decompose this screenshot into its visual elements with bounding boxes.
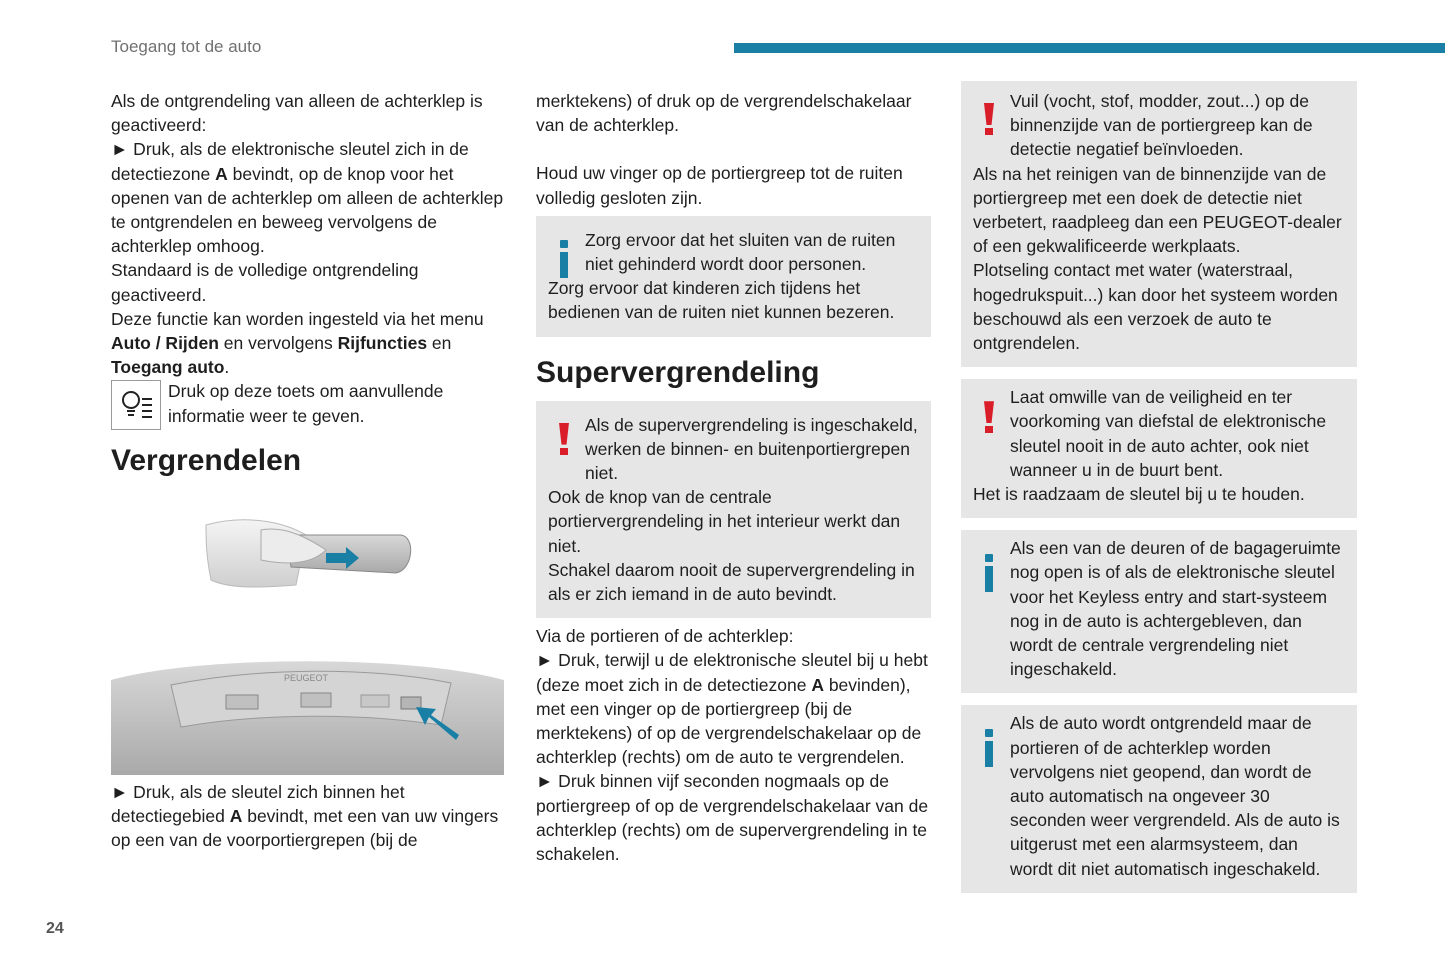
paragraph: ► Druk binnen vijf seconden nogmaals op de portiergreep of op de vergrendelschakelaar van de achterklep (rechts) om de supervergrendeling in te schakelen. <box>536 771 929 865</box>
tip-text: Druk op deze toets om aanvullende informatie weer te geven. <box>168 381 444 426</box>
column-3 <box>961 81 1357 893</box>
brand-lettering: PEUGEOT <box>283 673 329 683</box>
info-icon <box>550 230 570 270</box>
info-icon <box>975 544 995 584</box>
section-heading-supervergrendeling: Supervergrendeling <box>536 355 820 389</box>
info-icon <box>975 719 995 759</box>
column-1-bottom <box>111 780 506 853</box>
warning-icon <box>975 95 995 135</box>
warning-icon <box>975 393 995 433</box>
paragraph: Houd uw vinger op de portiergreep tot de ruiten volledig gesloten zijn. <box>536 163 903 208</box>
paragraph: ► Druk, als de sleutel zich binnen het detectiegebied A bevindt, met een van uw vingers op een van de voorportiergrepen (bij de <box>111 782 499 851</box>
column-1 <box>111 89 506 479</box>
paragraph: ► Druk, als de elektronische sleutel zich in de detectiezone A bevindt, op de knop voor het openen van de achterklep om alleen de achterklep te ontgrendelen en beweeg vervolgens de achterklep omhoog. <box>111 139 504 257</box>
column-2 <box>536 89 931 866</box>
paragraph: ► Druk, terwijl u de elektronische sleutel bij u hebt (deze moet zich in de detectiezone A bevinden), met een vinger op de portiergreep (bij de merktekens) of op de vergrendelschakelaar op de achterklep (rechts) om de auto te vergrendelen. <box>536 650 928 768</box>
page-number: 24 <box>46 920 64 937</box>
warning-box: Laat omwille van de veiligheid en ter voorkoming van diefstal de elektronische sleutel nooit in de auto achter, ook niet wanneer u in de buurt bent. Het is raadzaam de sleutel bij u te houden. <box>961 379 1357 518</box>
paragraph: Als de ontgrendeling van alleen de achterklep is geactiveerd: <box>111 91 483 136</box>
info-lines-icon <box>111 380 161 430</box>
info-box: Zorg ervoor dat het sluiten van de ruiten niet gehinderd wordt door personen. Zorg ervoor dat kinderen zich tijdens het bedienen van de ruiten niet kunnen bezeren. <box>536 216 931 337</box>
paragraph: Standaard is de volledige ontgrendeling geactiveerd. <box>111 260 419 305</box>
door-handle-illustration <box>111 495 504 775</box>
paragraph: Via de portieren of de achterklep: <box>536 626 794 647</box>
section-heading-vergrendelen: Vergrendelen <box>111 443 302 477</box>
running-header: Toegang tot de auto <box>111 37 262 56</box>
warning-box: Als de supervergrendeling is ingeschakeld, werken de binnen- en buitenportiergrepen niet. Ook de knop van de centrale portiervergrendeling in het interieur werkt dan niet. Schakel daarom nooit de supervergrendeling in als er zich iemand in de auto bevindt. <box>536 401 931 619</box>
info-box: Als een van de deuren of de bagageruimte nog open is of als de elektronische sleutel voor het Keyless entry and start-systeem nog in de auto is achtergebleven, dan wordt de centrale vergrendeling niet ingeschakeld. <box>961 530 1357 693</box>
warning-icon <box>550 415 570 455</box>
info-box: Als de auto wordt ontgrendeld maar de portieren of de achterklep worden vervolgens niet geopend, dan wordt de auto automatisch na ongeveer 30 seconden weer vergrendeld. Als de auto is uitgerust met een alarmsysteem, dan wordt dit niet automatisch ingeschakeld. <box>961 705 1357 892</box>
paragraph: merktekens) of druk op de vergrendelschakelaar van de achterklep. <box>536 91 912 136</box>
header-accent-bar <box>734 43 1445 53</box>
warning-box: Vuil (vocht, stof, modder, zout...) op de binnenzijde van de portiergreep kan de detectie negatief beïnvloeden. Als na het reinigen van de binnenzijde van de portiergreep met een doek de detectie niet verbetert, raadpleeg dan een PEUGEOT-dealer of een gekwalificeerde werkplaats. Plotseling contact met water (waterstraal, hogedrukspuit...) kan door het systeem worden beschouwd als een verzoek de auto te ontgrendelen. <box>961 81 1357 367</box>
paragraph: Deze functie kan worden ingesteld via het menu Auto / Rijden en vervolgens Rijfuncties en Toegang auto. <box>111 308 484 378</box>
